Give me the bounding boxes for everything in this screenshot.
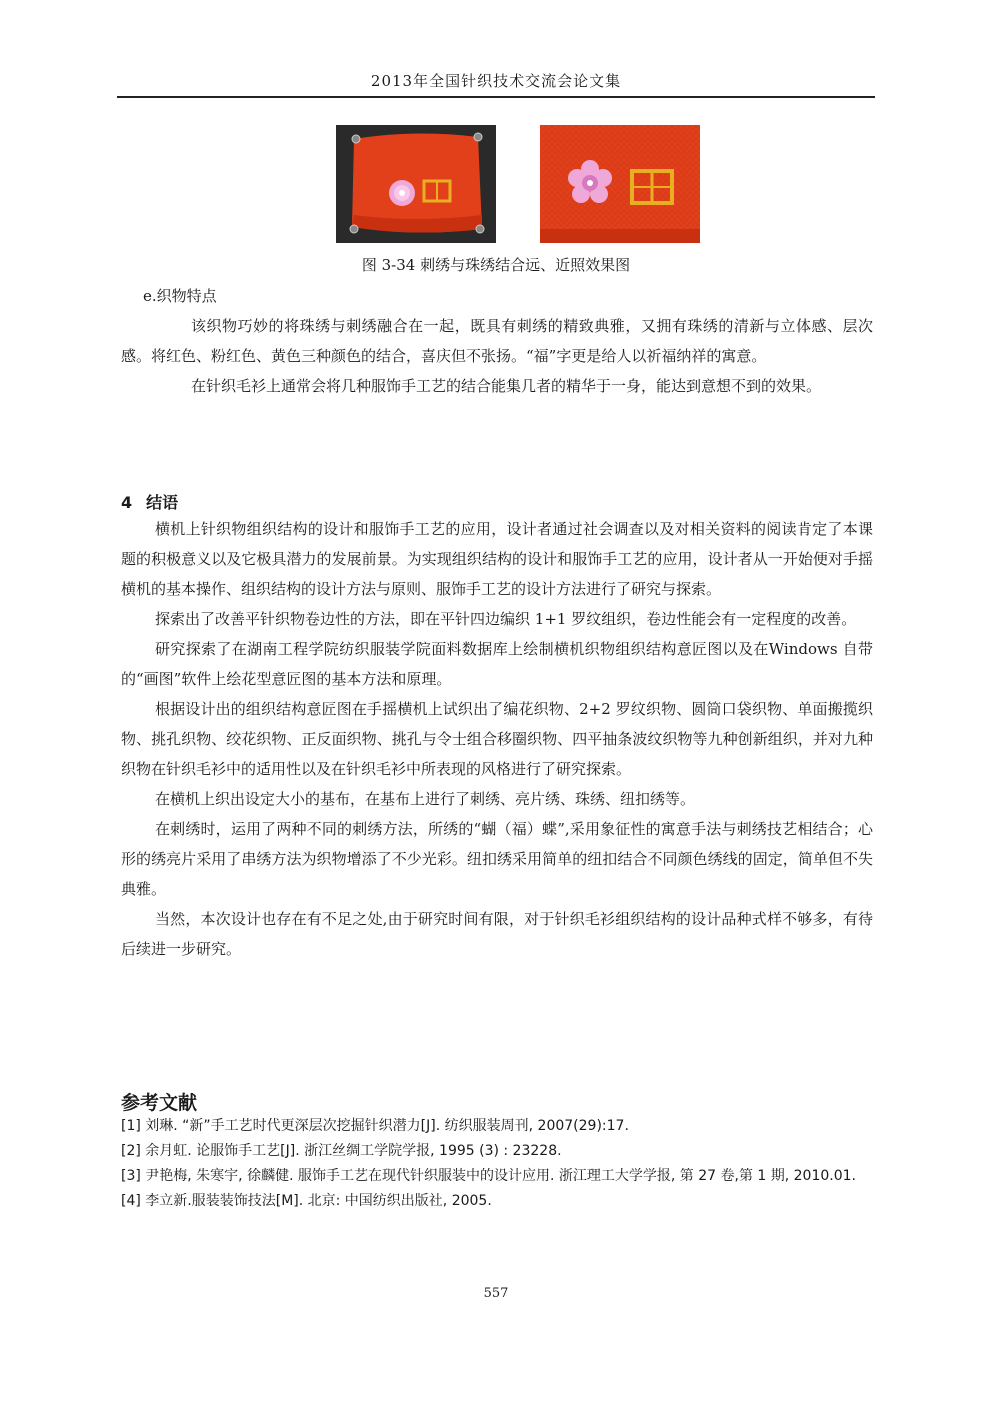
knit-swatch-near-illustration [540,125,700,243]
paragraph: 该织物巧妙的将珠绣与刺绣融合在一起，既具有刺绣的精致典雅，又拥有珠绣的清新与立体感、层次感。将红色、粉红色、黄色三种颜色的结合，喜庆但不张扬。“福”字更是给人以祈福纳祥的寓意。 [121,317,873,365]
paragraph: 研究探索了在湖南工程学院纺织服装学院面料数据库上绘制横机织物组织结构意匠图以及在Windows 自带的“画图”软件上绘花型意匠图的基本方法和原理。 [121,640,873,688]
reference-item: [1] 刘琳. “新”手工艺时代更深层次挖掘针织潜力[J]. 纺织服装周刊, 2007(29):17. [121,1118,629,1134]
conclusion-body [121,514,873,964]
reference-item: [4] 李立新.服装装饰技法[M]. 北京: 中国纺织出版社, 2005. [121,1193,492,1209]
section-number: 4 [121,493,133,512]
paragraph: 探索出了改善平针织物卷边性的方法，即在平针四边编织 1+1 罗纹组织，卷边性能会有一定程度的改善。 [155,610,857,628]
section-title: 结语 [146,493,179,512]
fabric-features-block [121,281,873,401]
paragraph: 在刺绣时，运用了两种不同的刺绣方法，所绣的“蝴（福）蝶”,采用象征性的寓意手法与刺绣技艺相结合；心形的绣亮片采用了串绣方法为织物增添了不少光彩。纽扣绣采用简单的纽扣结合不同颜色绣线的固定，简单但不失典雅。 [121,820,873,898]
paragraph: 横机上针织物组织结构的设计和服饰手工艺的应用，设计者通过社会调查以及对相关资料的阅读肯定了本课题的积极意义以及它极具潜力的发展前景。为实现组织结构的设计和服饰手工艺的应用，设计者从一开始便对手摇横机的基本操作、组织结构的设计方法与原则、服饰手工艺的设计方法进行了研究与探索。 [121,520,873,598]
section-heading-conclusion [121,490,178,513]
paragraph: 在针织毛衫上通常会将几种服饰手工艺的结合能集几者的精华于一身，能达到意想不到的效果。 [191,377,822,395]
paragraph: 根据设计出的组织结构意匠图在手摇横机上试织出了编花织物、2+2 罗纹织物、圆筒口袋织物、单面搬揽织物、挑孔织物、绞花织物、正反面织物、挑孔与令士组合移圈织物、四平抽条波纹织物等九种创新组织，并对九种织物在针织毛衫中的适用性以及在针织毛衫中所表现的风格进行了研究探索。 [121,700,873,778]
references-list [121,1114,873,1214]
references-heading: 参考文献 [121,1092,198,1114]
running-header: 2013年全国针织技术交流会论文集 [370,72,622,90]
paragraph: 在横机上织出设定大小的基布，在基布上进行了刺绣、亮片绣、珠绣、纽扣绣等。 [155,790,696,808]
figure-image-far [336,125,496,243]
paragraph: 当然，本次设计也存在有不足之处,由于研究时间有限，对于针织毛衫组织结构的设计品种式样不够多，有待后续进一步研究。 [121,910,873,958]
reference-item: [2] 余月虹. 论服饰手工艺[J]. 浙江丝绸工学院学报, 1995 (3) : 23228. [121,1143,562,1159]
page-number: 557 [483,1286,509,1301]
figure-image-near [540,125,700,243]
subsection-heading: e.织物特点 [143,287,217,305]
header-rule [117,96,875,98]
figure-caption: 图 3-34 刺绣与珠绣结合远、近照效果图 [361,256,631,274]
knit-swatch-far-illustration [336,125,496,243]
reference-item: [3] 尹艳梅, 朱寒宇, 徐麟健. 服饰手工艺在现代针织服装中的设计应用. 浙江理工大学学报, 第 27 卷,第 1 期, 2010.01. [121,1168,856,1184]
